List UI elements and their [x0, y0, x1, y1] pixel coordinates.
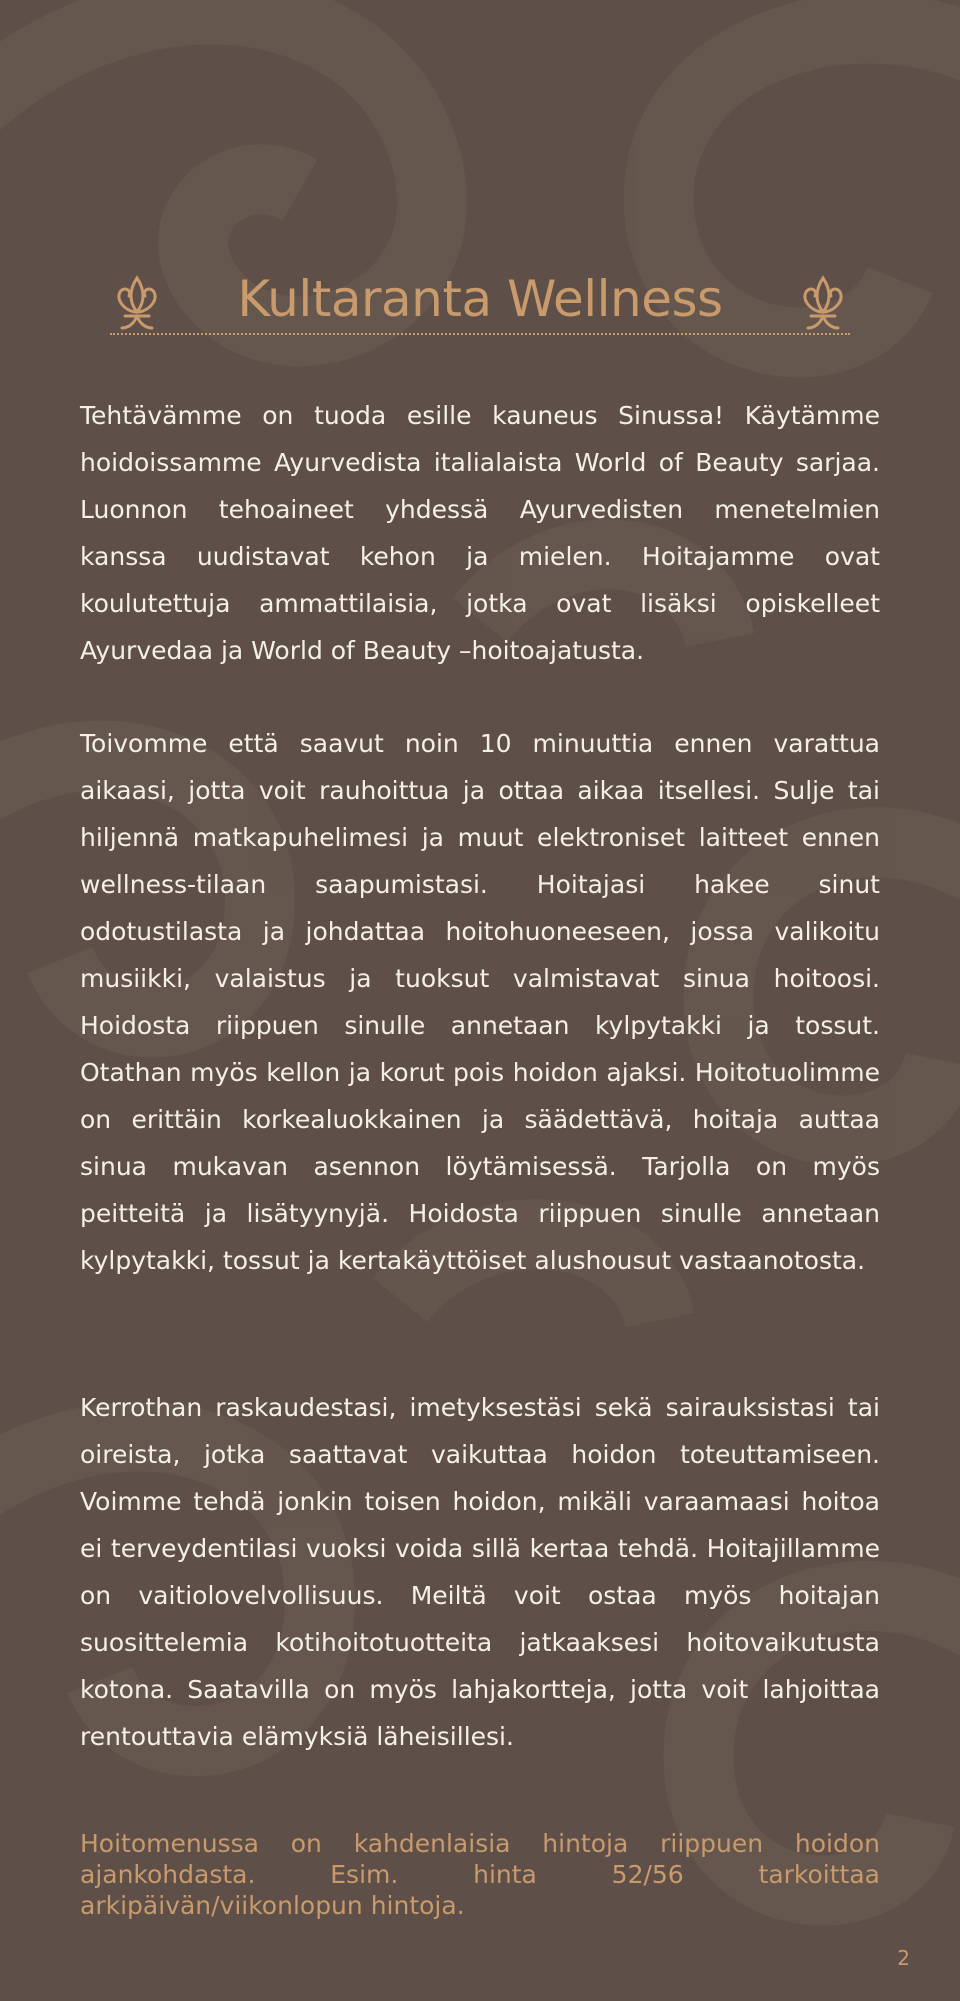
intro-paragraph: Tehtävämme on tuoda esille kauneus Sinussa! Käytämme hoidoissamme Ayurvedista italialaista World of Beauty sarjaa. Luonnon tehoaineet yhdessä Ayurvedisten menetelmien kanssa uudistavat kehon ja mielen. Hoitajamme ovat koulutettuja ammattilaisia, jotka ovat lisäksi opiskelleet Ayurvedaa ja World of Beauty –hoitoajatusta.	[80, 401, 880, 665]
page-number: 2	[897, 1946, 910, 1970]
price-note: Hoitomenussa on kahdenlaisia hintoja riippuen hoidon ajankohdasta. Esim. hinta 52/56 tarkoittaa arkipäivän/viikonlopun hintoja.	[80, 1829, 880, 1920]
title-divider	[110, 333, 850, 335]
header	[110, 268, 850, 338]
page-title: Kultaranta Wellness	[237, 270, 723, 328]
health-paragraph: Kerrothan raskaudestasi, imetyksestäsi sekä sairauksistasi tai oireista, jotka saattavat vaikuttaa hoidon toteuttamiseen. Voimme tehdä jonkin toisen hoidon, mikäli varaamaasi hoitoa ei terveydentilasi vuoksi voida sillä kertaa tehdä. Hoitajillamme on vaitiolovelvollisuus. Meiltä voit ostaa myös hoitajan suosittelemia kotihoitotuotteita jatkaaksesi hoitovaikutusta kotona. Saatavilla on myös lahjakortteja, jotta voit lahjoittaa rentouttavia elämyksiä läheisillesi.	[80, 1393, 880, 1751]
fleur-de-lis-icon	[798, 272, 848, 338]
arrival-paragraph: Toivomme että saavut noin 10 minuuttia ennen varattua aikaasi, jotta voit rauhoittua ja ottaa aikaa itsellesi. Sulje tai hiljennä matkapuhelimesi ja muut elektroniset laitteet ennen wellness-tilaan saapumistasi. Hoitajasi hakee sinut odotustilasta ja johdattaa hoitohuoneeseen, jossa valikoitu musiikki, valaistus ja tuoksut valmistavat sinua hoitoosi. Hoidosta riippuen sinulle annetaan kylpytakki ja tossut. Otathan myös kellon ja korut pois hoidon ajaksi. Hoitotuolimme on erittäin korkealuokkainen ja säädettävä, hoitaja auttaa sinua mukavan asennon löytämisessä. Tarjolla on myös peitteitä ja lisätyynyjä. Hoidosta riippuen sinulle annetaan kylpytakki, tossut ja kertakäyttöiset alushousut vastaanotosta.	[80, 729, 880, 1275]
